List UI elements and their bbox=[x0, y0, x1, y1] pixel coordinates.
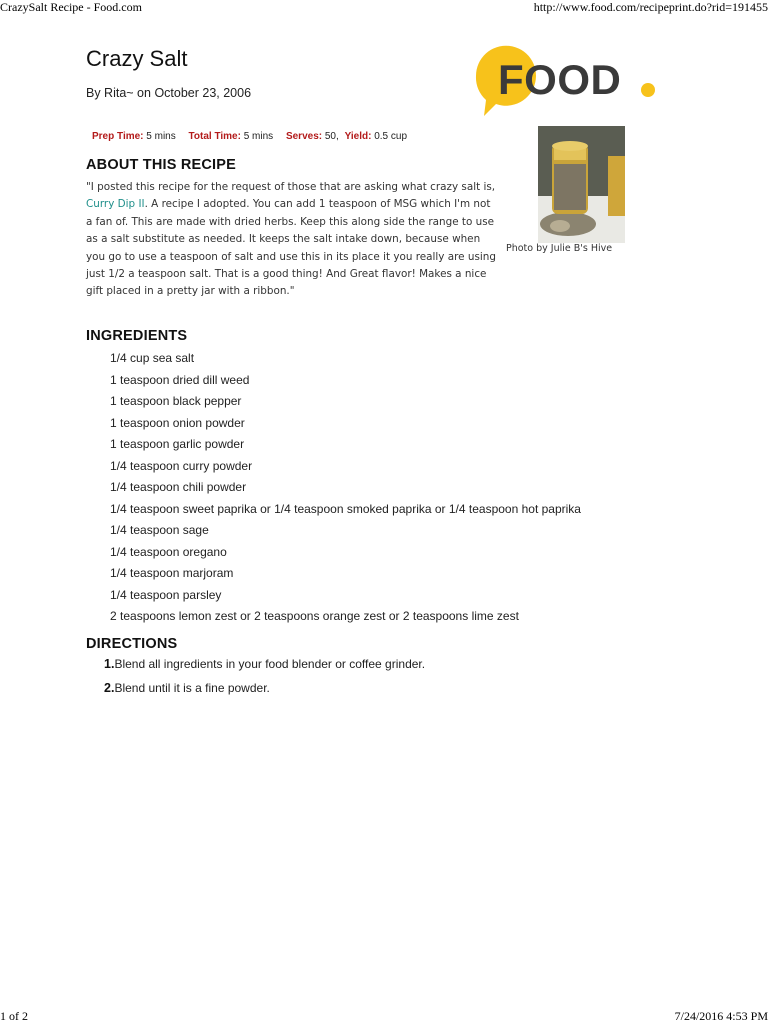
step-number: 1. bbox=[104, 657, 115, 671]
print-page-title: CrazySalt Recipe - Food.com bbox=[0, 0, 142, 14]
print-footer bbox=[0, 1009, 768, 1025]
total-time-label: Total Time: bbox=[188, 131, 241, 142]
print-page-url: http://www.food.com/recipeprint.do?rid=191455 bbox=[533, 0, 768, 14]
ingredient-item: 1/4 teaspoon oregano bbox=[110, 544, 227, 559]
photo-caption: Photo by Julie B's Hive bbox=[506, 243, 613, 254]
ingredient-item: 1 teaspoon black pepper bbox=[110, 394, 242, 408]
ingredient-item: 1/4 teaspoon chili powder bbox=[110, 480, 247, 494]
ingredient-item: 1/4 teaspoon marjoram bbox=[110, 566, 234, 580]
total-time-value: 5 mins bbox=[243, 131, 274, 142]
about-heading: ABOUT THIS RECIPE bbox=[86, 157, 237, 173]
page-counter: 1 of 2 bbox=[0, 1009, 28, 1023]
recipe-title: Crazy Salt bbox=[86, 46, 188, 71]
recipe-byline: By Rita~ on October 23, 2006 bbox=[86, 86, 252, 100]
directions-heading: DIRECTIONS bbox=[86, 636, 178, 652]
step-number: 2. bbox=[104, 681, 115, 695]
ingredients-heading: INGREDIENTS bbox=[86, 328, 188, 344]
prep-time-value: 5 mins bbox=[146, 131, 176, 142]
logo-text: FOOD bbox=[498, 56, 622, 103]
ingredient-item: 1/4 cup sea salt bbox=[110, 351, 195, 365]
ingredient-item: 2 teaspoons lemon zest or 2 teaspoons orange zest or 2 teaspoons lime zest bbox=[110, 609, 519, 623]
ingredient-item: 1/4 teaspoon sage bbox=[110, 523, 209, 537]
serves-value: 50, bbox=[324, 131, 339, 142]
step-text: Blend until it is a fine powder. bbox=[114, 681, 270, 695]
ingredient-item: 1/4 teaspoon sweet paprika or 1/4 teaspoon smoked paprika or 1/4 teaspoon hot paprika bbox=[110, 501, 581, 516]
curry-dip-link[interactable]: Curry Dip II bbox=[86, 198, 145, 211]
recipe-meta bbox=[92, 131, 417, 142]
yield-value: 0.5 cup bbox=[374, 131, 408, 142]
ingredient-item: 1 teaspoon dried dill weed bbox=[110, 372, 250, 387]
prep-time-label: Prep Time: bbox=[92, 131, 144, 142]
serves-label: Serves: bbox=[285, 131, 323, 142]
about-text-part-2: . A recipe I adopted. You can add 1 teaspoon of MSG which I'm not a fan of. This are made with dried herbs. Keep this along side the range to use as a salt substitute as needed. It keeps the salt intake down, because when you go to use a teaspoon of salt and use this in its place it you really are using just 1/2 a teaspoon salt. That is a good thing! And Great flavor! Makes a nice gift placed in a pretty jar with a ribbon." bbox=[86, 198, 496, 298]
ingredient-item: 1/4 teaspoon parsley bbox=[110, 587, 222, 602]
step-text: Blend all ingredients in your food blender or coffee grinder. bbox=[114, 657, 426, 671]
direction-step bbox=[104, 656, 425, 680]
recipe-photo bbox=[538, 126, 625, 243]
ingredient-item: 1 teaspoon onion powder bbox=[110, 415, 245, 430]
directions-list bbox=[104, 656, 425, 704]
ingredient-item: 1 teaspoon garlic powder bbox=[110, 437, 245, 451]
about-text bbox=[86, 179, 496, 301]
print-header bbox=[0, 0, 768, 16]
print-timestamp: 7/24/2016 4:53 PM bbox=[674, 1009, 768, 1023]
direction-step bbox=[104, 680, 425, 704]
food-logo bbox=[472, 44, 662, 120]
ingredient-item: 1/4 teaspoon curry powder bbox=[110, 458, 253, 473]
yield-label: Yield: bbox=[344, 131, 372, 142]
about-text-part-1: "I posted this recipe for the request of those that are asking what crazy salt is, bbox=[86, 181, 496, 193]
ingredients-list bbox=[110, 349, 581, 629]
